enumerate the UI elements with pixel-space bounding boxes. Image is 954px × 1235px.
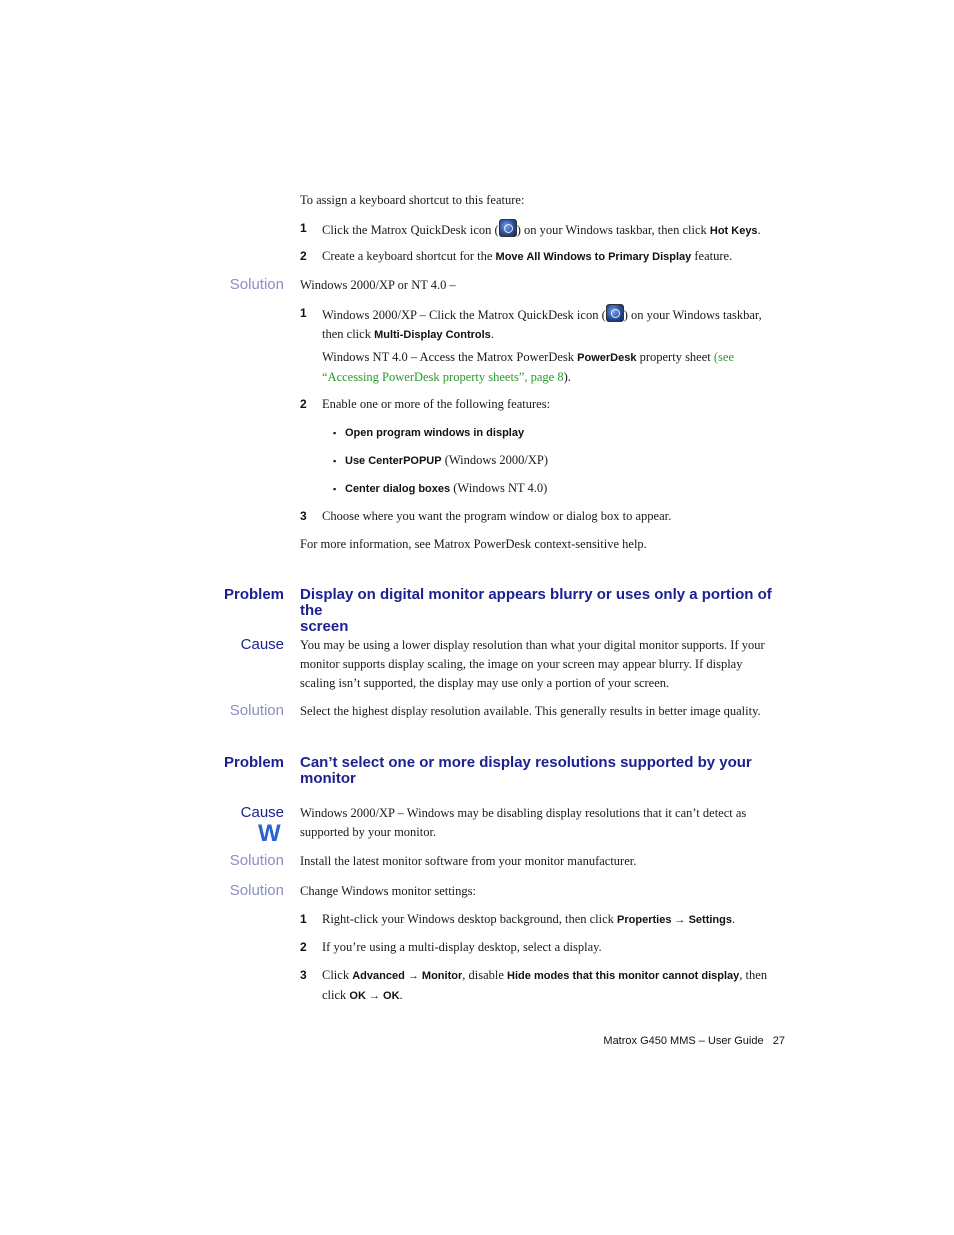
- step-text-part: .: [732, 912, 736, 926]
- problem-heading: [300, 755, 790, 787]
- feature-item: [345, 451, 548, 471]
- nt-instructions: [322, 348, 792, 387]
- step-number: 2: [300, 940, 307, 954]
- step-text-part: .: [490, 327, 494, 341]
- cause-label: Cause: [240, 636, 284, 653]
- step-text-part: .: [757, 223, 761, 237]
- ui-term: Monitor: [421, 970, 463, 982]
- heading-line: screen: [300, 618, 349, 635]
- step-text-part: Click the Matrox QuickDesk icon (: [322, 223, 499, 237]
- cause-text: [300, 804, 800, 842]
- solution-label: Solution: [229, 882, 284, 899]
- solution-label: Solution: [229, 702, 284, 719]
- cause-lead: Windows 2000/XP: [300, 806, 395, 820]
- ui-term: Move All Windows to Primary Display: [495, 251, 692, 263]
- ui-term: OK: [383, 990, 400, 1002]
- solution-label: Solution: [229, 852, 284, 869]
- step-number: 3: [300, 968, 307, 982]
- ui-term: Advanced: [352, 970, 405, 982]
- cause-line: supported by your monitor.: [300, 825, 437, 839]
- step-text-part: then click: [322, 327, 375, 341]
- cause-line: monitor supports display scaling, the image on your screen may appear blurry. If display: [300, 657, 743, 671]
- ui-term: Hot Keys: [709, 225, 758, 237]
- step-number: 1: [300, 306, 307, 320]
- cause-line: scaling isn’t supported, the display may use only a portion of your screen.: [300, 676, 670, 690]
- intro-text: To assign a keyboard shortcut to this feature:: [300, 193, 525, 207]
- windows-icon: W: [258, 820, 281, 847]
- ui-term: Use CenterPOPUP: [345, 455, 442, 467]
- ui-term: PowerDesk: [577, 352, 637, 364]
- ui-term: Hide modes that this monitor cannot display: [507, 970, 740, 982]
- step-text-part: ) on your Windows taskbar, then click: [516, 223, 710, 237]
- feature-note: (Windows 2000/XP): [441, 453, 549, 467]
- step-text-part: , then: [739, 968, 768, 982]
- step-text: [322, 219, 792, 241]
- step-text: [322, 966, 792, 1006]
- step-text: [322, 304, 792, 345]
- ui-term: OK: [349, 990, 366, 1002]
- bullet-marker: ▪: [333, 428, 337, 438]
- feature-item: [345, 479, 547, 499]
- quickdesk-icon: [606, 304, 624, 322]
- page-number: 27: [772, 1035, 785, 1047]
- bullet-marker: ▪: [333, 484, 337, 494]
- cause-line: – Windows may be disabling display resolutions that it can’t detect as: [394, 806, 747, 820]
- footer-title: Matrox G450 MMS – User Guide: [603, 1035, 764, 1047]
- step-lead: Windows 2000/XP: [322, 308, 417, 322]
- step-text: If you’re using a multi-display desktop, select a display.: [322, 940, 602, 954]
- problem-heading: [300, 587, 790, 635]
- cause-line: You may be using a lower display resolution than what your digital monitor supports. If your: [300, 638, 765, 652]
- ui-term: Open program windows in display: [345, 427, 525, 439]
- more-info-text: For more information, see Matrox PowerDesk context-sensitive help.: [300, 537, 647, 551]
- problem-label: Problem: [223, 754, 284, 771]
- heading-line: Display on digital monitor appears blurry or uses only a portion of the: [300, 586, 772, 619]
- page-footer: [550, 1035, 785, 1047]
- solution-text: Install the latest monitor software from your monitor manufacturer.: [300, 854, 637, 868]
- step-text-part: Create a keyboard shortcut for the: [322, 249, 496, 263]
- solution-text: Select the highest display resolution available. This generally results in better image quality.: [300, 704, 761, 718]
- step-number: 1: [300, 221, 307, 235]
- solution-text: Change Windows monitor settings:: [300, 884, 476, 898]
- step-text-part: Right-click your Windows desktop background, then click: [322, 912, 618, 926]
- solution-lead: Windows 2000/XP or NT 4.0 –: [300, 278, 456, 292]
- step-text: Choose where you want the program window or dialog box to appear.: [322, 509, 672, 523]
- arrow-glyph: →: [365, 990, 384, 1002]
- step-text-part: click: [322, 988, 350, 1002]
- feature-item: [345, 423, 524, 443]
- step-number: 3: [300, 509, 307, 523]
- step-number: 2: [300, 397, 307, 411]
- solution-label: Solution: [229, 276, 284, 293]
- step-number: 1: [300, 912, 307, 926]
- step-text-part: – Click the Matrox QuickDesk icon (: [416, 308, 606, 322]
- ui-term: Properties: [617, 914, 672, 926]
- step-text-part: ).: [563, 370, 571, 384]
- step-lead: Windows NT 4.0: [322, 350, 408, 364]
- problem-label: Problem: [223, 586, 284, 603]
- step-text-part: , disable: [462, 968, 508, 982]
- step-text-part: ) on your Windows taskbar,: [623, 308, 762, 322]
- arrow-glyph: →: [404, 970, 422, 982]
- step-text: [322, 910, 792, 930]
- feature-note: (Windows NT 4.0): [450, 481, 548, 495]
- ui-term: Center dialog boxes: [345, 483, 451, 495]
- quickdesk-icon: [499, 219, 517, 237]
- ui-term: Settings: [688, 914, 732, 926]
- step-text-part: .: [399, 988, 403, 1002]
- heading-line: monitor: [300, 770, 356, 787]
- step-text-part: property sheet: [636, 350, 714, 364]
- cross-reference-link[interactable]: (see: [713, 350, 734, 364]
- ui-term: Multi-Display Controls: [374, 329, 491, 341]
- step-text: [322, 247, 792, 267]
- bullet-marker: ▪: [333, 456, 337, 466]
- step-text-part: – Access the Matrox PowerDesk: [407, 350, 578, 364]
- cause-label: Cause: [240, 804, 284, 821]
- step-text-part: feature.: [691, 249, 733, 263]
- heading-line: Can’t select one or more display resolutions supported by your: [300, 754, 752, 771]
- step-number: 2: [300, 249, 307, 263]
- arrow-glyph: →: [671, 914, 689, 926]
- step-text-part: Click: [322, 968, 353, 982]
- cross-reference-link[interactable]: “Accessing PowerDesk property sheets”, page 8: [322, 370, 564, 384]
- cause-text: [300, 636, 800, 693]
- step-text: Enable one or more of the following features:: [322, 397, 551, 411]
